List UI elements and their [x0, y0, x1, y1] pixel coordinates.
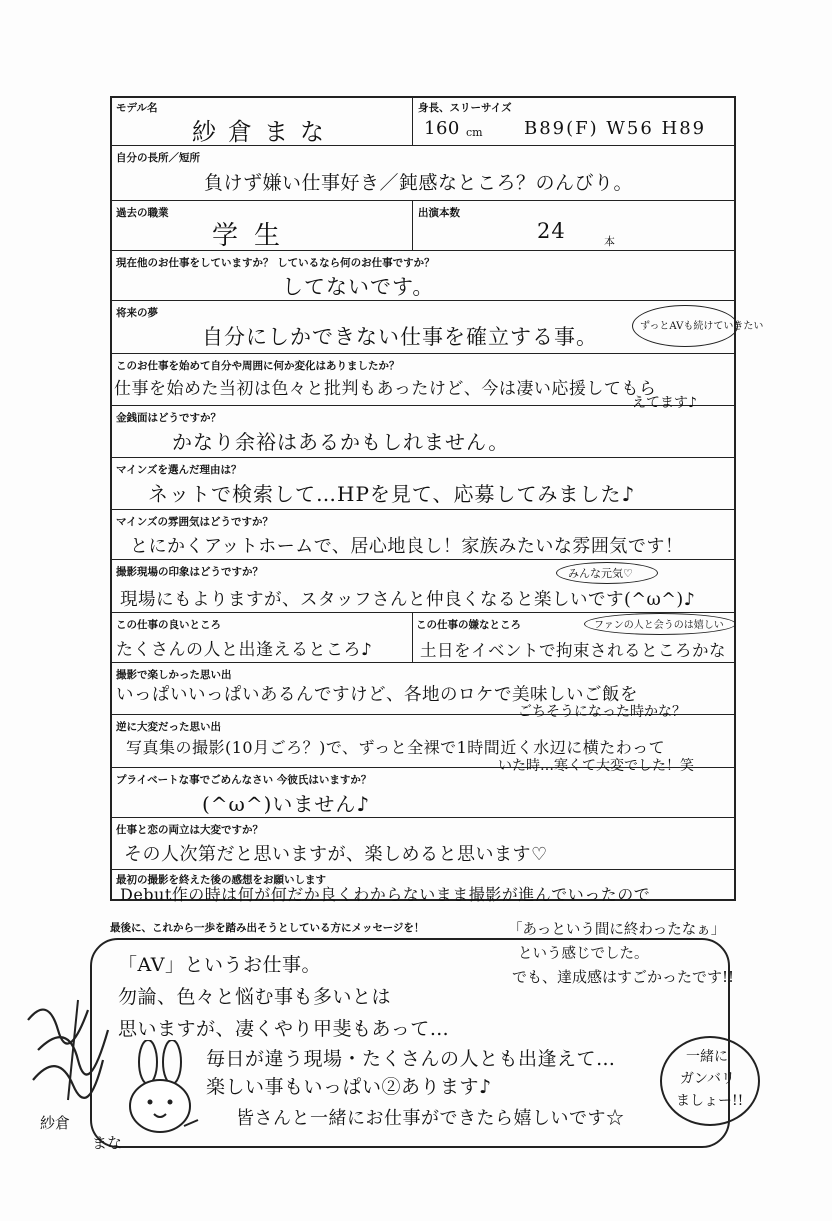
form-frame — [110, 96, 764, 904]
dream-value: 自分にしかできない仕事を確立する事。 — [202, 325, 598, 349]
impression-note: みんな元気♡ — [568, 567, 633, 580]
model-name-value: 紗倉まな — [192, 118, 336, 146]
height-unit: cm — [466, 126, 483, 139]
good-point-value: たくさんの人と出逢えるところ♪ — [116, 640, 373, 660]
cheer-line-3: ましょー!! — [676, 1093, 744, 1109]
first-shoot-line3: という感じでした。 — [518, 946, 649, 962]
row-other-work — [112, 251, 734, 301]
row-impression — [112, 560, 734, 613]
strengths-value: 負けず嫌い仕事好き／鈍感なところ？のんびり。 — [204, 172, 634, 194]
atmosphere-label: マインズの雰囲気はどうですか？ — [116, 516, 273, 528]
change-label: このお仕事を始めて自分や周囲に何か変化はありましたか？ — [116, 360, 400, 372]
cheer-line-2: ガンバリ — [680, 1071, 736, 1087]
change-line2: えてます♪ — [632, 395, 697, 411]
row-first-shoot — [112, 870, 734, 903]
boyfriend-label: プライベートな事でごめんなさい 今彼氏はいますか？ — [116, 774, 372, 786]
row-money — [112, 406, 734, 458]
row-good-bad — [112, 613, 734, 663]
message-line-6: 皆さんと一緒にお仕事ができたら嬉しいです☆ — [236, 1108, 625, 1129]
appearances-value: 24 — [537, 219, 566, 243]
height-value: 160 — [424, 118, 460, 139]
past-job-label: 過去の職業 — [116, 207, 169, 219]
bwh-value: B89(F) W56 H89 — [524, 118, 707, 139]
row-boyfriend — [112, 768, 734, 818]
balance-label: 仕事と恋の両立は大変ですか？ — [116, 824, 263, 836]
other-work-value: してないです。 — [282, 275, 435, 299]
impression-label: 撮影現場の印象はどうですか？ — [116, 566, 263, 578]
row-reason — [112, 458, 734, 510]
row-hard-memory — [112, 715, 734, 774]
money-label: 金銭面はどうですか？ — [116, 412, 221, 424]
row-past-job — [112, 201, 734, 251]
row-strengths — [112, 146, 734, 201]
dream-label: 将来の夢 — [116, 307, 158, 319]
good-point-label: この仕事の良いところ — [116, 619, 221, 631]
row-dream — [112, 301, 764, 354]
other-work-label: 現在他のお仕事をしていますか？ しているなら何のお仕事ですか？ — [116, 257, 435, 269]
hard-memory-label: 逆に大変だった思い出 — [116, 721, 221, 733]
reason-label: マインズを選んだ理由は？ — [116, 464, 242, 476]
hard-memory-line1: 写真集の撮影(10月ごろ？)で、ずっと全裸で1時間近く水辺に横たわって — [126, 738, 666, 757]
bad-point-note: ファンの人と会うのは嬉しい — [594, 620, 724, 631]
cheer-line-1: 一緒に — [686, 1049, 728, 1065]
balance-value: その人次第だと思いますが、楽しめると思います♡ — [124, 844, 548, 865]
first-shoot-line1: Debut作の時は何が何だか良くわからないまま撮影が進んでいったので — [120, 885, 651, 904]
message-label: 最後に、これから一歩を踏み出そうとしている方にメッセージを！ — [110, 922, 425, 934]
past-job-value: 学生 — [212, 221, 297, 251]
atmosphere-value: とにかくアットホームで、居心地良し！家族みたいな雰囲気です！ — [130, 536, 684, 557]
row-atmosphere — [112, 510, 734, 560]
measurements-label: 身長、スリーサイズ — [418, 102, 512, 114]
message-line-1: 「AV」というお仕事。 — [118, 954, 321, 976]
fun-memory-line2: ごちそうになった時かな？ — [518, 704, 686, 720]
first-shoot-line2: 「あっという間に終わったなぁ」 — [508, 922, 726, 938]
hard-memory-line2: いた時…寒くて大変でした！笑 — [498, 758, 694, 774]
row-change — [112, 354, 734, 411]
message-line-2: 勿論、色々と悩む事も多いとは — [118, 986, 392, 1008]
fun-memory-line1: いっぱいいっぱいあるんですけど、各地のロケで美味しいご飯を — [116, 685, 638, 705]
rabbit-doodle-icon — [118, 1040, 208, 1140]
first-shoot-line4: でも、達成感はすごかったです!! — [512, 968, 735, 986]
reason-value: ネットで検索して…HPを見て、応募してみました♪ — [148, 482, 636, 506]
appearances-label: 出演本数 — [418, 207, 460, 219]
message-line-4: 毎日が違う現場・たくさんの人とも出逢えて… — [206, 1048, 616, 1070]
signature-given: まな — [92, 1134, 123, 1152]
strengths-label: 自分の長所／短所 — [116, 152, 200, 164]
boyfriend-value: (^ω^)いません♪ — [202, 792, 371, 816]
impression-value: 現場にもよりますが、スタッフさんと仲良くなると楽しいです(^ω^)♪ — [120, 590, 696, 610]
row-balance — [112, 818, 734, 870]
fun-memory-label: 撮影で楽しかった思い出 — [116, 669, 232, 681]
bad-point-value: 土日をイベントで拘束されるところかな — [420, 641, 726, 660]
row-name — [112, 98, 734, 146]
bad-point-label: この仕事の嫌なところ — [416, 619, 521, 631]
money-value: かなり余裕はあるかもしれません。 — [172, 430, 510, 454]
signature-scribble-icon — [18, 990, 118, 1110]
message-line-3: 思いますが、凄くやり甲斐もあって… — [118, 1018, 450, 1040]
first-shoot-label: 最初の撮影を終えた後の感想をお願いします — [116, 874, 326, 886]
dream-note: ずっとAVも続けていきたい — [640, 321, 764, 332]
message-line-5: 楽しい事もいっぱい②あります♪ — [206, 1076, 492, 1098]
signature-name: 紗倉 — [40, 1114, 71, 1132]
appearances-unit: 本 — [604, 235, 615, 248]
model-name-label: モデル名 — [116, 102, 158, 114]
change-line1: 仕事を始めた当初は色々と批判もあったけど、今は凄い応援してもら — [114, 379, 657, 399]
row-fun-memory — [112, 663, 734, 720]
